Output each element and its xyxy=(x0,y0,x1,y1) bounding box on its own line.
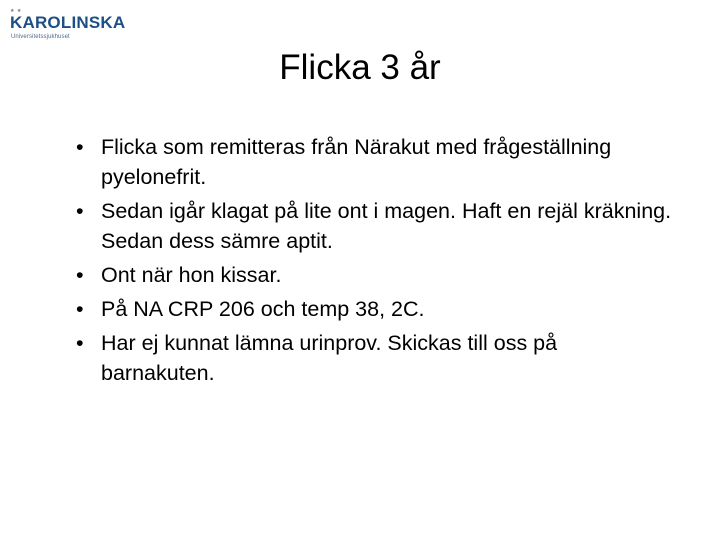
bullet-icon: • xyxy=(76,331,84,355)
bullet-icon: • xyxy=(76,263,84,287)
slide-title: Flicka 3 år xyxy=(279,48,441,87)
bullet-icon: • xyxy=(76,199,84,223)
bullet-text: Ont när hon kissar. xyxy=(101,263,282,287)
bullet-text: Har ej kunnat lämna urinprov. Skickas till oss på barnakuten. xyxy=(101,331,558,385)
logo-name: KAROLINSKA xyxy=(10,13,126,32)
bullet-text: Flicka som remitteras från Närakut med frågeställning pyelonefrit. xyxy=(101,135,612,189)
logo-subtitle: Universitetssjukhuset xyxy=(11,34,70,40)
bullet-item xyxy=(76,328,676,388)
bullet-item xyxy=(76,294,676,324)
bullet-item xyxy=(76,260,676,290)
karolinska-logo xyxy=(8,8,138,42)
bullet-icon: • xyxy=(76,135,84,159)
bullet-text: Sedan igår klagat på lite ont i magen. Haft en rejäl kräkning. Sedan dess sämre aptit. xyxy=(101,199,672,253)
bullet-item xyxy=(76,132,676,192)
bullet-item xyxy=(76,196,676,256)
bullet-text: På NA CRP 206 och temp 38, 2C. xyxy=(101,297,425,321)
bullet-list xyxy=(76,132,676,392)
crown-icon: ★ ★ xyxy=(10,8,22,14)
bullet-icon: • xyxy=(76,297,84,321)
